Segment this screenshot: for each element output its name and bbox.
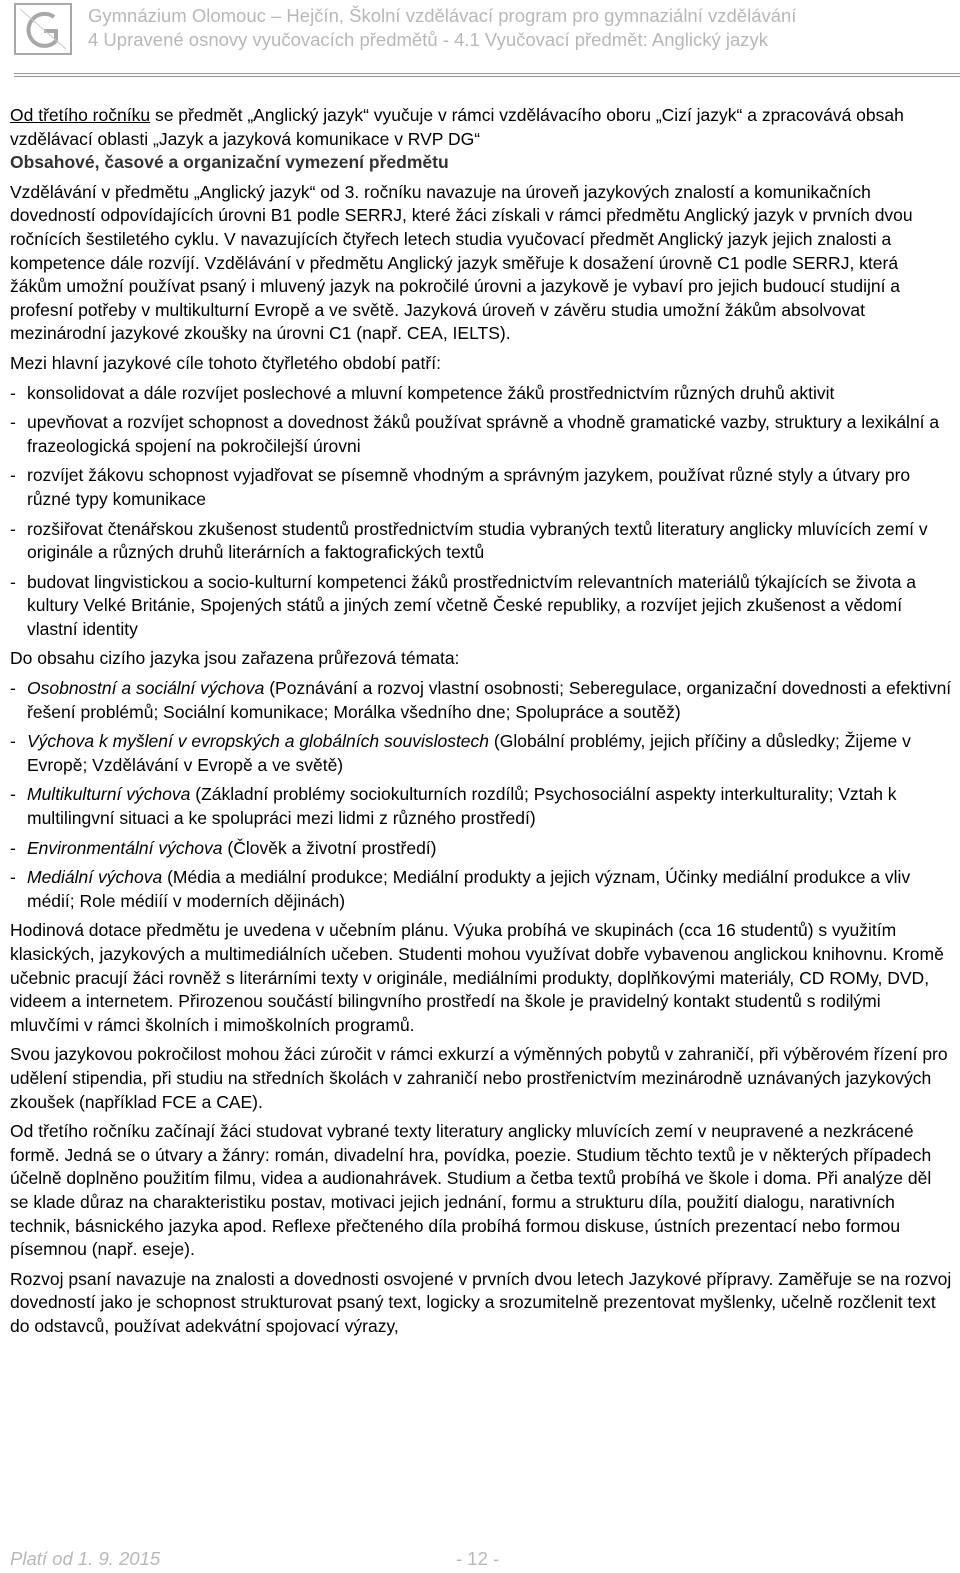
document-body: [10, 104, 952, 1339]
header-rule: [14, 73, 960, 74]
goal-item: [10, 382, 952, 406]
goal-item: [10, 518, 952, 565]
intro-underlined: Od třetího ročníku: [10, 105, 151, 125]
bullet-dash: -: [10, 837, 16, 858]
goal-text: konsolidovat a dále rozvíjet poslechové a mluvní kompetence žáků prostřednictvím různých druhů aktivit: [27, 382, 835, 403]
paragraph-4: Od třetího ročníku začínají žáci studovat vybrané texty literatury anglicky mluvících zemí v neupravené a nezkrácené formě. Jedná se o útvary a žánry: román, divadelní hra, povídka, poezie. Studium těchto textů je v některých případech účelně doplněno použitím filmu, videa a audionahrávek. Studium a četba textů probíhá ve škole i doma. Při analýze děl se klade důraz na charakteristiku postav, motivaci jejich jednání, formu a strukturu díla, použití dialogu, narativních technik, básnického jazyka apod. Reflexe přečteného díla probíhá formou diskuse, ústních prezentací nebo formou písemnou (např. eseje).: [10, 1121, 932, 1260]
goal-item: [10, 411, 952, 458]
header-rule-2: [14, 76, 960, 77]
goal-item: [10, 571, 952, 642]
theme-item: [10, 866, 952, 913]
header-line-1: Gymnázium Olomouc – Hejčín, Školní vzdělávací program pro gymnaziální vzdělávání: [88, 5, 797, 26]
goals-intro: Mezi hlavní jazykové cíle tohoto čtyřletého období patří:: [10, 352, 441, 373]
theme-text: [27, 730, 952, 777]
theme-name: Výchova k myšlení v evropských a globálních souvislostech: [27, 731, 490, 752]
theme-desc: (Globální problémy, jejich příčiny a důsledky; Žijeme v Evropě; Vzdělávání v Evropě a ve světě): [27, 731, 911, 775]
page-number: - 12 -: [456, 1548, 500, 1569]
theme-desc: (Poznávání a rozvoj vlastní osobnosti; Seberegulace, organizační dovednosti a efektivní řešení problémů; Sociální komunikace; Morálka všedního dne; Spolupráce a soutěž): [27, 678, 952, 722]
theme-name: Mediální výchova: [27, 867, 163, 888]
theme-item: [10, 730, 952, 777]
theme-text: [27, 866, 952, 913]
theme-name: Osobnostní a sociální výchova: [27, 678, 265, 699]
theme-item: [10, 677, 952, 724]
bullet-dash: -: [10, 731, 16, 752]
paragraph-1: Vzdělávání v předmětu „Anglický jazyk“ od 3. ročníku navazuje na úroveň jazykových znalostí a komunikačních dovedností odpovídajících úrovni B1 podle SERRJ, které žáci získali v rámci předmětu Anglický jazyk v prvních dvou ročnících šestiletého cyklu. V navazujících čtyřech letech studia vyučovací předmět Anglický jazyk jejich znalosti a kompetence dále rozvíjí. Vzdělávání v předmětu Anglický jazyk směřuje k dosažení úrovně C1 podle SERRJ, která žákům umožní používat psaný i mluvený jazyk na pokročilé úrovni a jazykově je vybaví pro jejich budoucí studijní a profesní potřeby v multikulturní Evropě a ve světě. Jazyková úroveň v závěru studia umožní žákům absolvovat mezinárodní jazykové zkoušky na úrovni C1 (např. CEA, IELTS).: [10, 181, 913, 344]
section-subheading: Obsahové, časové a organizační vymezení předmětu: [10, 152, 449, 173]
intro-text: se předmět „Anglický jazyk“ vyučuje v rámci vzdělávacího oboru „Cizí jazyk“ a zpracovává obsah vzdělávací oblasti „Jazyk a jazyková komunikace v RVP DG“: [10, 105, 904, 149]
header-title: [88, 4, 796, 52]
page-footer: [10, 1548, 950, 1570]
theme-text: [27, 837, 952, 861]
theme-item: [10, 837, 952, 861]
header-line-2: 4 Upravené osnovy vyučovacích předmětů - 4.1 Vyučovací předmět: Anglický jazyk: [88, 29, 769, 50]
bullet-dash: -: [10, 678, 16, 699]
bullet-dash: -: [10, 784, 16, 805]
theme-item: [10, 783, 952, 830]
goal-text: upevňovat a rozvíjet schopnost a dovednost žáků používat správně a vhodně gramatické vazby, struktury a lexikální a frazeologická spojení na pokročilejší úrovni: [27, 412, 940, 456]
goal-text: rozšiřovat čtenářskou zkušenost studentů prostřednictvím studia vybraných textů literatury anglicky mluvících zemí v originále a různých druhů literárních a faktografických textů: [27, 518, 928, 563]
bullet-dash: -: [10, 518, 16, 539]
bullet-dash: -: [10, 867, 16, 888]
paragraph-2: Hodinová dotace předmětu je uvedena v učebním plánu. Výuka probíhá ve skupinách (cca 16 studentů) s využitím klasických, jazykových a multimediálních učeben. Studenti mohou využívat dobře vybavenou anglickou knihovnu. Kromě učebnic pracují žáci rovněž s literárními texty v originále, mediálními produkty, doplňkovými materiály, CD ROMy, DVD, videem a internetem. Přirozenou součástí bilingvního prostředí na škole je pravidelný kontakt studentů s rodilými mluvčími v rámci školních i mimoškolních programů.: [10, 920, 944, 1035]
intro-paragraph: [10, 104, 952, 151]
page-header: [14, 3, 954, 57]
goal-item: [10, 464, 952, 511]
goal-text: budovat lingvistickou a socio-kulturní kompetenci žáků prostřednictvím relevantních materiálů týkajících se života a kultury Velké Británie, Spojených států a jiných zemí včetně České republiky, a rozvíjet jejich zkušenost a vědomí vlastní identity: [27, 571, 917, 639]
theme-text: [27, 783, 952, 830]
theme-desc: (Člověk a životní prostředí): [222, 837, 437, 858]
school-logo: [14, 3, 72, 55]
theme-desc: (Základní problémy sociokulturních rozdílů; Psychosociální aspekty interkulturality; Vztah k multilingvní situaci a ke spolupráci mezi lidmi z různého prostředí): [27, 784, 897, 829]
goal-text: rozvíjet žákovu schopnost vyjadřovat se písemně vhodným a správným jazykem, používat různé styly a útvary pro různé typy komunikace: [27, 465, 911, 509]
validity-date: Platí od 1. 9. 2015: [10, 1548, 161, 1569]
paragraph-5: Rozvoj psaní navazuje na znalosti a dovednosti osvojené v prvních dvou letech Jazykové přípravy. Zaměřuje se na rozvoj dovedností jako je schopnost strukturovat psaný text, logicky a srozumitelně prezentovat myšlenky, učelně rozčlenit text do odstavců, používat adekvátní spojovací výrazy,: [10, 1268, 952, 1336]
theme-text: [27, 677, 952, 724]
bullet-dash: -: [10, 465, 16, 486]
theme-desc: (Média a mediální produkce; Mediální produkty a jejich význam, Účinky mediální produkce a vliv médií; Role médiíí v moderních dějinách): [27, 867, 911, 911]
theme-name: Environmentální výchova: [27, 837, 223, 858]
bullet-dash: -: [10, 571, 16, 592]
bullet-dash: -: [10, 412, 16, 433]
paragraph-3: Svou jazykovou pokročilost mohou žáci zúročit v rámci exkurzí a výměnných pobytů v zahraničí, při výběrovém řízení pro udělení stipendia, při studiu na středních školách v zahraničí nebo prostřenictvím mezinárodně uznávaných jazykových zkoušek (například FCE a CAE).: [10, 1044, 948, 1112]
theme-name: Multikulturní výchova: [27, 784, 191, 805]
bullet-dash: -: [10, 382, 16, 403]
themes-intro: Do obsahu cizího jazyka jsou zařazena průřezová témata:: [10, 648, 460, 669]
